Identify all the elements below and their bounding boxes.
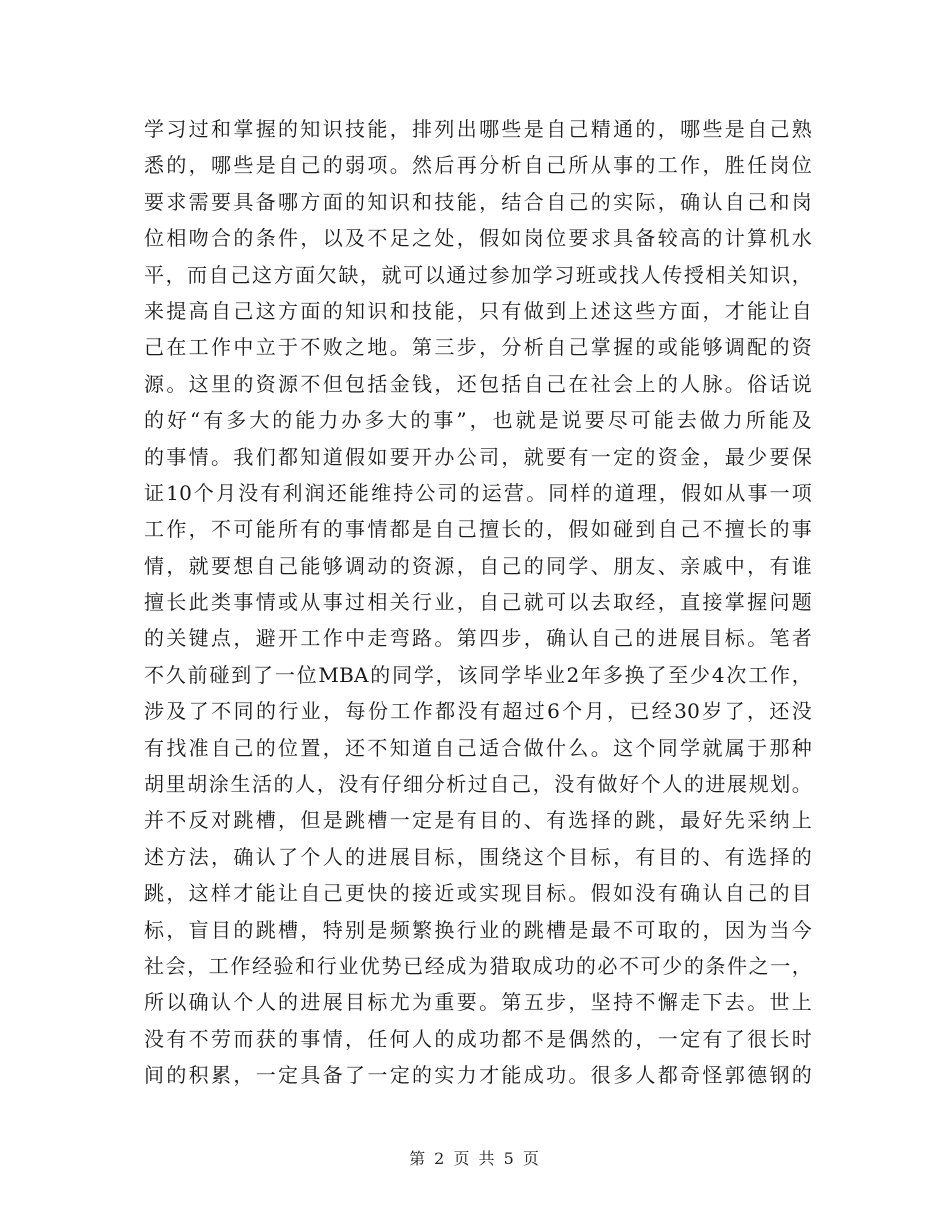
body-text — [144, 111, 812, 1094]
page-number-footer: 第 2 页 共 5 页 — [409, 1149, 541, 1168]
text-line-7: 己在工作中立于不败之地。第三步，分析自己掌握的或能够调配的资 — [144, 335, 812, 360]
text-line-17: 涉及了不同的行业，每份工作都没有超过6个月，已经30岁了，还没 — [144, 699, 812, 724]
text-line-18: 有找准自己的位置，还不知道自己适合做什么。这个同学就属于那种 — [144, 735, 812, 760]
text-line-8: 源。这里的资源不但包括金钱，还包括自己在社会上的人脉。俗话说 — [144, 371, 812, 396]
text-line-26: 没有不劳而获的事情，任何人的成功都不是偶然的，一定有了很长时 — [144, 1026, 812, 1051]
text-line-12: 工作，不可能所有的事情都是自己擅长的，假如碰到自己不擅长的事 — [144, 517, 812, 542]
text-line-21: 述方法，确认了个人的进展目标，围绕这个目标，有目的、有选择的 — [144, 844, 812, 869]
text-line-19: 胡里胡涂生活的人，没有仔细分析过自己，没有做好个人的进展规划。 — [144, 772, 812, 797]
text-line-27: 间的积累，一定具备了一定的实力才能成功。很多人都奇怪郭德钢的 — [144, 1063, 812, 1088]
text-line-5: 平，而自己这方面欠缺，就可以通过参加学习班或找人传授相关知识， — [144, 262, 812, 287]
text-line-9: 的好“有多大的能力办多大的事”，也就是说要尽可能去做力所能及 — [144, 408, 812, 433]
text-line-13: 情，就要想自己能够调动的资源，自己的同学、朋友、亲戚中，有谁 — [144, 553, 812, 578]
text-line-22: 跳，这样才能让自己更快的接近或实现目标。假如没有确认自己的目 — [144, 881, 812, 906]
text-line-10: 的事情。我们都知道假如要开办公司，就要有一定的资金，最少要保 — [144, 444, 812, 469]
text-line-14: 擅长此类事情或从事过相关行业，自己就可以去取经，直接掌握问题 — [144, 590, 812, 615]
text-line-6: 来提高自己这方面的知识和技能，只有做到上述这些方面，才能让自 — [144, 298, 812, 323]
text-line-3: 要求需要具备哪方面的知识和技能，结合自己的实际，确认自己和岗 — [144, 189, 812, 214]
text-line-25: 所以确认个人的进展目标尤为重要。第五步，坚持不懈走下去。世上 — [144, 990, 812, 1015]
text-line-1: 学习过和掌握的知识技能，排列出哪些是自己精通的，哪些是自己熟 — [144, 117, 812, 141]
text-line-23: 标，盲目的跳槽，特别是频繁换行业的跳槽是最不可取的，因为当今 — [144, 917, 812, 942]
text-line-15: 的关键点，避开工作中走弯路。第四步，确认自己的进展目标。笔者 — [144, 626, 812, 651]
text-line-24: 社会，工作经验和行业优势已经成为猎取成功的必不可少的条件之一， — [144, 953, 812, 978]
text-line-20: 并不反对跳槽，但是跳槽一定是有目的、有选择的跳，最好先采纳上 — [144, 808, 812, 833]
text-line-4: 位相吻合的条件，以及不足之处，假如岗位要求具备较高的计算机水 — [144, 226, 812, 251]
text-line-11: 证10个月没有利润还能维持公司的运营。同样的道理，假如从事一项 — [144, 480, 812, 505]
text-line-2: 悉的，哪些是自己的弱项。然后再分析自己所从事的工作，胜任岗位 — [144, 153, 812, 178]
text-line-16: 不久前碰到了一位MBA的同学，该同学毕业2年多换了至少4次工作， — [144, 662, 812, 687]
